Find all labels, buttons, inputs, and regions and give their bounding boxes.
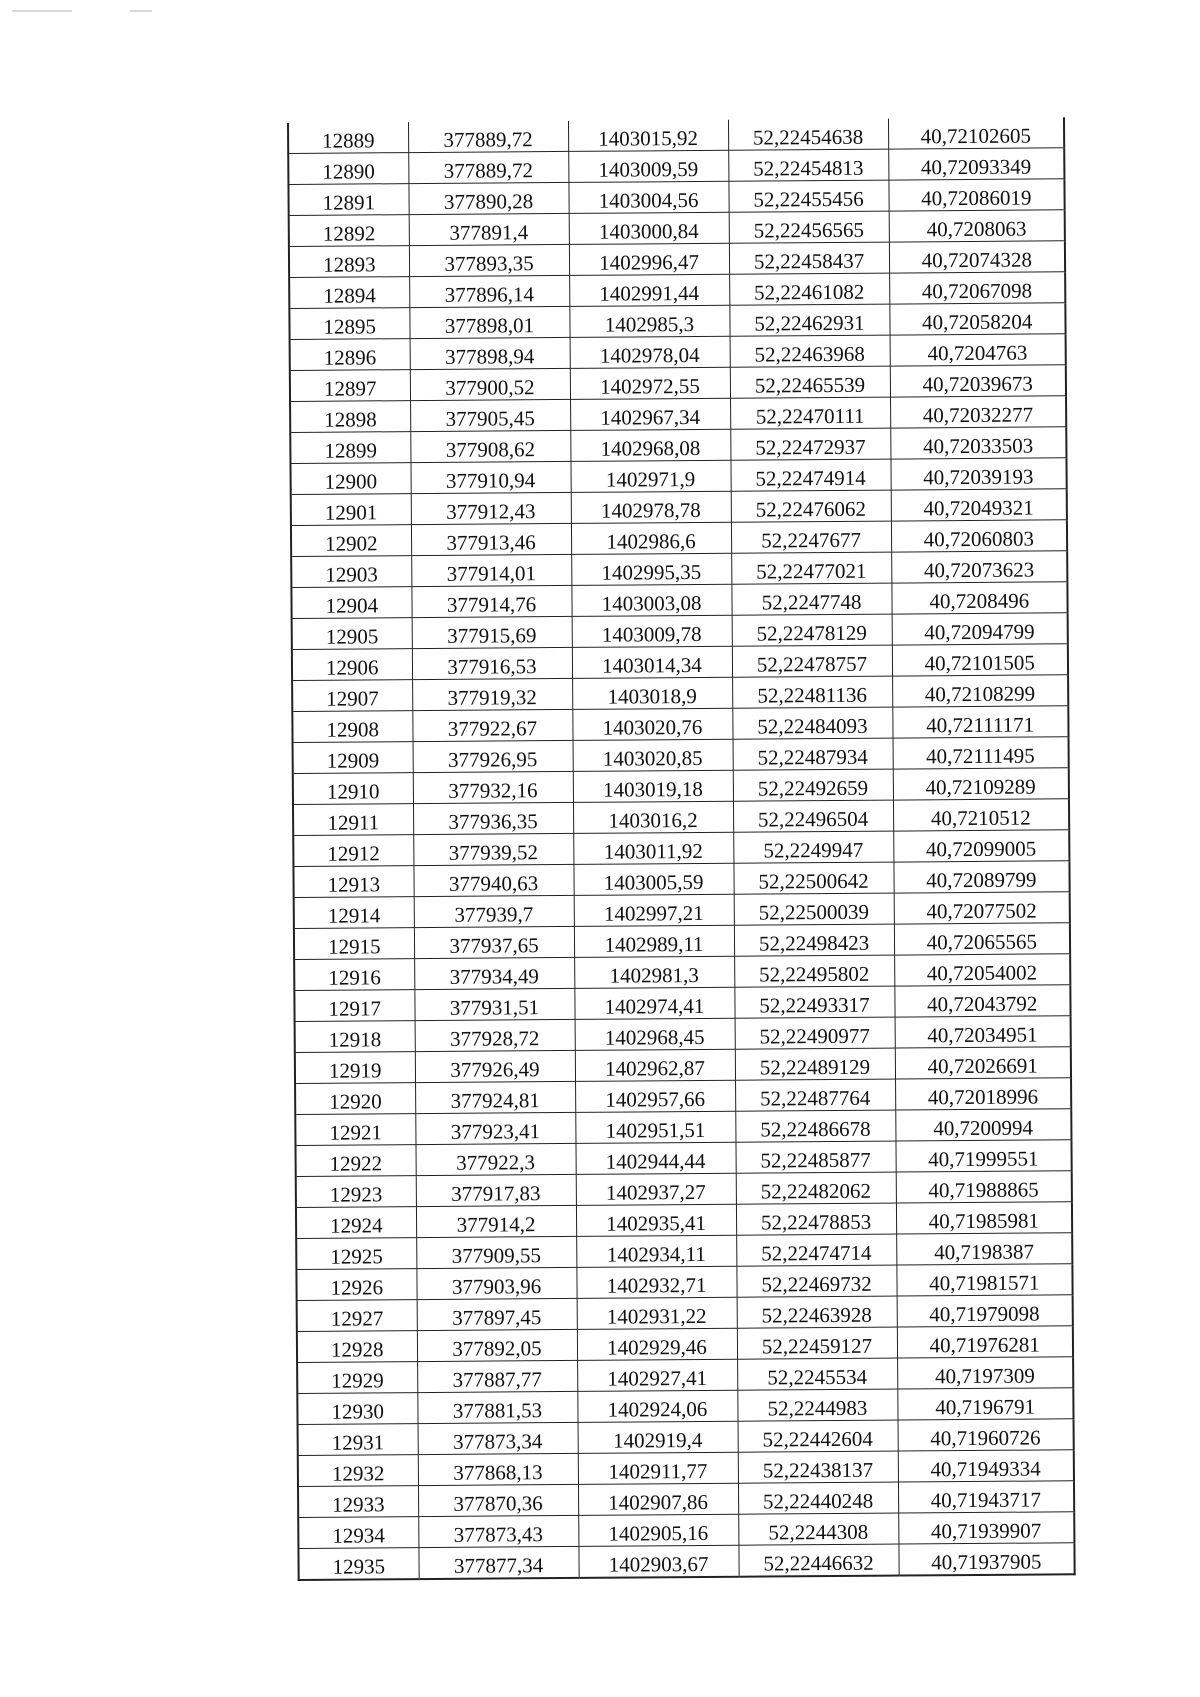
latitude-cell: 52,22486678: [735, 1110, 895, 1142]
y-coordinate-cell: 1402962,87: [575, 1049, 735, 1081]
table-row: [297, 1357, 1073, 1394]
longitude-cell: 40,72102605: [888, 117, 1064, 149]
latitude-cell: 52,22470111: [730, 397, 890, 429]
latitude-cell: 52,22455456: [728, 180, 888, 212]
table-row: [295, 1109, 1071, 1146]
x-coordinate-cell: 377892,05: [417, 1329, 577, 1361]
x-coordinate-cell: 377936,35: [413, 802, 573, 834]
point-number-cell: 12889: [288, 122, 408, 153]
point-number-cell: 12926: [296, 1269, 416, 1301]
latitude-cell: 52,22487934: [733, 738, 893, 770]
table-row: [289, 210, 1065, 247]
y-coordinate-cell: 1402951,51: [575, 1111, 735, 1143]
y-coordinate-cell: 1402905,16: [578, 1514, 738, 1546]
table-row: [289, 303, 1065, 340]
y-coordinate-cell: 1402934,11: [576, 1235, 736, 1267]
table-row: [293, 861, 1069, 898]
scan-artifact: [130, 10, 152, 12]
point-number-cell: 12909: [293, 742, 413, 774]
latitude-cell: 52,2244308: [738, 1513, 898, 1545]
y-coordinate-cell: 1402903,67: [578, 1545, 738, 1578]
longitude-cell: 40,72058204: [889, 303, 1065, 335]
latitude-cell: 52,22469732: [736, 1265, 896, 1297]
longitude-cell: 40,72065565: [894, 923, 1070, 955]
longitude-cell: 40,72032277: [890, 396, 1066, 428]
latitude-cell: 52,22454638: [728, 119, 888, 151]
x-coordinate-cell: 377926,95: [413, 740, 573, 772]
point-number-cell: 12927: [297, 1300, 417, 1332]
x-coordinate-cell: 377898,94: [410, 337, 570, 369]
coordinates-table-body: [288, 117, 1075, 1580]
point-number-cell: 12917: [294, 990, 414, 1022]
point-number-cell: 12913: [293, 866, 413, 898]
y-coordinate-cell: 1403016,2: [573, 801, 733, 833]
longitude-cell: 40,71999551: [895, 1140, 1071, 1172]
table-row: [288, 117, 1064, 153]
point-number-cell: 12893: [289, 246, 409, 278]
x-coordinate-cell: 377934,49: [414, 957, 574, 989]
longitude-cell: 40,72093349: [888, 148, 1064, 180]
point-number-cell: 12910: [293, 773, 413, 805]
longitude-cell: 40,71960726: [898, 1419, 1074, 1451]
table-row: [290, 458, 1066, 495]
y-coordinate-cell: 1402927,41: [577, 1359, 737, 1391]
longitude-cell: 40,72039673: [890, 365, 1066, 397]
point-number-cell: 12923: [296, 1176, 416, 1208]
point-number-cell: 12907: [292, 680, 412, 712]
y-coordinate-cell: 1402978,78: [571, 491, 731, 523]
longitude-cell: 40,72111171: [892, 706, 1068, 738]
latitude-cell: 52,22462931: [729, 304, 889, 336]
x-coordinate-cell: 377905,45: [410, 399, 570, 431]
longitude-cell: 40,72094799: [892, 613, 1068, 645]
longitude-cell: 40,71937905: [898, 1543, 1074, 1576]
point-number-cell: 12915: [294, 928, 414, 960]
x-coordinate-cell: 377917,83: [416, 1174, 576, 1206]
longitude-cell: 40,72034951: [895, 1016, 1071, 1048]
table-row: [291, 520, 1067, 557]
y-coordinate-cell: 1402931,22: [577, 1297, 737, 1329]
longitude-cell: 40,71943717: [898, 1481, 1074, 1513]
x-coordinate-cell: 377912,43: [411, 492, 571, 524]
point-number-cell: 12921: [295, 1114, 415, 1146]
point-number-cell: 12890: [288, 153, 408, 185]
x-coordinate-cell: 377898,01: [409, 306, 569, 338]
longitude-cell: 40,72086019: [888, 179, 1064, 211]
y-coordinate-cell: 1403003,08: [571, 584, 731, 616]
longitude-cell: 40,72101505: [892, 644, 1068, 676]
latitude-cell: 52,22500642: [733, 862, 893, 894]
x-coordinate-cell: 377910,94: [410, 461, 570, 493]
x-coordinate-cell: 377889,72: [408, 121, 568, 153]
longitude-cell: 40,7204763: [890, 334, 1066, 366]
longitude-cell: 40,72054002: [894, 954, 1070, 986]
latitude-cell: 52,22496504: [733, 800, 893, 832]
x-coordinate-cell: 377891,4: [409, 213, 569, 245]
longitude-cell: 40,72099005: [893, 830, 1069, 862]
longitude-cell: 40,72060803: [891, 520, 1067, 552]
latitude-cell: 52,22478129: [732, 614, 892, 646]
point-number-cell: 12929: [297, 1362, 417, 1394]
point-number-cell: 12920: [295, 1083, 415, 1115]
table-row: [293, 830, 1069, 867]
x-coordinate-cell: 377914,2: [416, 1205, 576, 1237]
longitude-cell: 40,71976281: [897, 1326, 1073, 1358]
y-coordinate-cell: 1402957,66: [575, 1080, 735, 1112]
latitude-cell: 52,22482062: [736, 1172, 896, 1204]
longitude-cell: 40,71981571: [896, 1264, 1072, 1296]
latitude-cell: 52,22440248: [738, 1482, 898, 1514]
latitude-cell: 52,22484093: [732, 707, 892, 739]
latitude-cell: 52,22489129: [735, 1048, 895, 1080]
table-row: [290, 396, 1066, 433]
table-row: [294, 954, 1070, 991]
longitude-cell: 40,7210512: [893, 799, 1069, 831]
x-coordinate-cell: 377914,01: [411, 554, 571, 586]
y-coordinate-cell: 1402967,34: [570, 398, 730, 430]
longitude-cell: 40,72039193: [890, 458, 1066, 490]
y-coordinate-cell: 1402991,44: [569, 274, 729, 306]
latitude-cell: 52,22476062: [731, 490, 891, 522]
x-coordinate-cell: 377903,96: [416, 1267, 576, 1299]
latitude-cell: 52,22500039: [734, 893, 894, 925]
latitude-cell: 52,22463968: [730, 335, 890, 367]
y-coordinate-cell: 1402944,44: [575, 1142, 735, 1174]
table-row: [295, 1047, 1071, 1084]
longitude-cell: 40,72109289: [893, 768, 1069, 800]
x-coordinate-cell: 377909,55: [416, 1236, 576, 1268]
table-row: [290, 334, 1066, 371]
x-coordinate-cell: 377928,72: [415, 1019, 575, 1051]
latitude-cell: 52,22478757: [732, 645, 892, 677]
y-coordinate-cell: 1402974,41: [574, 987, 734, 1019]
x-coordinate-cell: 377931,51: [414, 988, 574, 1020]
y-coordinate-cell: 1402929,46: [577, 1328, 737, 1360]
point-number-cell: 12918: [295, 1021, 415, 1053]
latitude-cell: 52,22495802: [734, 955, 894, 987]
x-coordinate-cell: 377887,77: [417, 1360, 577, 1392]
latitude-cell: 52,22446632: [738, 1544, 898, 1577]
latitude-cell: 52,22474914: [730, 459, 890, 491]
latitude-cell: 52,2247677: [731, 521, 891, 553]
point-number-cell: 12925: [296, 1238, 416, 1270]
y-coordinate-cell: 1403020,85: [573, 739, 733, 771]
x-coordinate-cell: 377896,14: [409, 275, 569, 307]
y-coordinate-cell: 1403009,59: [568, 150, 728, 182]
latitude-cell: 52,22461082: [729, 273, 889, 305]
x-coordinate-cell: 377870,36: [418, 1484, 578, 1516]
table-row: [295, 1016, 1071, 1053]
table-row: [293, 768, 1069, 805]
latitude-cell: 52,22481136: [732, 676, 892, 708]
point-number-cell: 12916: [294, 959, 414, 991]
x-coordinate-cell: 377924,81: [415, 1081, 575, 1113]
table-row: [295, 1078, 1071, 1115]
x-coordinate-cell: 377914,76: [411, 585, 571, 617]
y-coordinate-cell: 1403018,9: [572, 677, 732, 709]
table-row: [296, 1264, 1072, 1301]
longitude-cell: 40,72018996: [895, 1078, 1071, 1110]
latitude-cell: 52,2244983: [737, 1389, 897, 1421]
x-coordinate-cell: 377908,62: [410, 430, 570, 462]
longitude-cell: 40,72077502: [894, 892, 1070, 924]
latitude-cell: 52,22487764: [735, 1079, 895, 1111]
table-row: [290, 365, 1066, 402]
x-coordinate-cell: 377868,13: [418, 1453, 578, 1485]
y-coordinate-cell: 1402996,47: [569, 243, 729, 275]
y-coordinate-cell: 1403009,78: [572, 615, 732, 647]
y-coordinate-cell: 1402911,77: [578, 1452, 738, 1484]
longitude-cell: 40,72089799: [893, 861, 1069, 893]
table-row: [291, 489, 1067, 526]
x-coordinate-cell: 377897,45: [417, 1298, 577, 1330]
point-number-cell: 12896: [290, 339, 410, 371]
latitude-cell: 52,22454813: [728, 149, 888, 181]
y-coordinate-cell: 1402971,9: [570, 460, 730, 492]
table-row: [296, 1202, 1072, 1239]
point-number-cell: 12894: [289, 277, 409, 309]
point-number-cell: 12924: [296, 1207, 416, 1239]
longitude-cell: 40,72073623: [891, 551, 1067, 583]
latitude-cell: 52,22465539: [730, 366, 890, 398]
table-row: [294, 892, 1070, 929]
table-row: [298, 1512, 1074, 1549]
x-coordinate-cell: 377919,32: [412, 678, 572, 710]
longitude-cell: 40,72026691: [895, 1047, 1071, 1079]
x-coordinate-cell: 377877,34: [418, 1546, 578, 1579]
y-coordinate-cell: 1403004,56: [568, 181, 728, 213]
y-coordinate-cell: 1402997,21: [574, 894, 734, 926]
point-number-cell: 12906: [292, 649, 412, 681]
point-number-cell: 12900: [290, 463, 410, 495]
x-coordinate-cell: 377937,65: [414, 926, 574, 958]
point-number-cell: 12914: [294, 897, 414, 929]
point-number-cell: 12934: [298, 1517, 418, 1549]
point-number-cell: 12912: [293, 835, 413, 867]
table-row: [291, 551, 1067, 588]
x-coordinate-cell: 377893,35: [409, 244, 569, 276]
point-number-cell: 12895: [289, 308, 409, 340]
y-coordinate-cell: 1402968,08: [570, 429, 730, 461]
y-coordinate-cell: 1403000,84: [569, 212, 729, 244]
point-number-cell: 12898: [290, 401, 410, 433]
scan-artifact: [12, 10, 72, 12]
table-row: [292, 644, 1068, 681]
latitude-cell: 52,22472937: [730, 428, 890, 460]
y-coordinate-cell: 1402972,55: [570, 367, 730, 399]
longitude-cell: 40,72033503: [890, 427, 1066, 459]
point-number-cell: 12919: [295, 1052, 415, 1084]
point-number-cell: 12891: [288, 184, 408, 216]
latitude-cell: 52,22490977: [735, 1017, 895, 1049]
longitude-cell: 40,71949334: [898, 1450, 1074, 1482]
table-row: [294, 985, 1070, 1022]
point-number-cell: 12922: [295, 1145, 415, 1177]
x-coordinate-cell: 377873,34: [418, 1422, 578, 1454]
longitude-cell: 40,7208496: [891, 582, 1067, 614]
table-row: [294, 923, 1070, 960]
y-coordinate-cell: 1403020,76: [572, 708, 732, 740]
point-number-cell: 12928: [297, 1331, 417, 1363]
y-coordinate-cell: 1403014,34: [572, 646, 732, 678]
x-coordinate-cell: 377922,67: [412, 709, 572, 741]
y-coordinate-cell: 1402978,04: [570, 336, 730, 368]
y-coordinate-cell: 1402981,3: [574, 956, 734, 988]
table-row: [292, 675, 1068, 712]
longitude-cell: 40,7197309: [897, 1357, 1073, 1389]
longitude-cell: 40,72043792: [894, 985, 1070, 1017]
y-coordinate-cell: 1402919,4: [578, 1421, 738, 1453]
longitude-cell: 40,72111495: [893, 737, 1069, 769]
y-coordinate-cell: 1403011,92: [573, 832, 733, 864]
x-coordinate-cell: 377939,7: [414, 895, 574, 927]
latitude-cell: 52,22463928: [737, 1296, 897, 1328]
longitude-cell: 40,7208063: [889, 210, 1065, 242]
point-number-cell: 12933: [298, 1486, 418, 1518]
y-coordinate-cell: 1402968,45: [575, 1018, 735, 1050]
point-number-cell: 12904: [291, 587, 411, 619]
y-coordinate-cell: 1403005,59: [573, 863, 733, 895]
table-row: [296, 1233, 1072, 1270]
longitude-cell: 40,72049321: [891, 489, 1067, 521]
y-coordinate-cell: 1402907,86: [578, 1483, 738, 1515]
x-coordinate-cell: 377900,52: [410, 368, 570, 400]
x-coordinate-cell: 377890,28: [408, 182, 568, 214]
longitude-cell: 40,72108299: [892, 675, 1068, 707]
table-row: [296, 1171, 1072, 1208]
point-number-cell: 12897: [290, 370, 410, 402]
longitude-cell: 40,71988865: [896, 1171, 1072, 1203]
table-row: [288, 148, 1064, 185]
longitude-cell: 40,72074328: [889, 241, 1065, 273]
latitude-cell: 52,22492659: [733, 769, 893, 801]
point-number-cell: 12935: [298, 1548, 418, 1580]
x-coordinate-cell: 377916,53: [412, 647, 572, 679]
latitude-cell: 52,22478853: [736, 1203, 896, 1235]
x-coordinate-cell: 377940,63: [413, 864, 573, 896]
latitude-cell: 52,22438137: [738, 1451, 898, 1483]
point-number-cell: 12930: [297, 1393, 417, 1425]
table-row: [298, 1419, 1074, 1456]
table-row: [293, 737, 1069, 774]
longitude-cell: 40,7200994: [895, 1109, 1071, 1141]
table-row: [293, 799, 1069, 836]
longitude-cell: 40,71939907: [898, 1512, 1074, 1544]
table-row: [298, 1481, 1074, 1518]
latitude-cell: 52,22477021: [731, 552, 891, 584]
point-number-cell: 12911: [293, 804, 413, 836]
latitude-cell: 52,22493317: [734, 986, 894, 1018]
point-number-cell: 12905: [292, 618, 412, 650]
latitude-cell: 52,22498423: [734, 924, 894, 956]
x-coordinate-cell: 377889,72: [408, 151, 568, 183]
x-coordinate-cell: 377922,3: [415, 1143, 575, 1175]
point-number-cell: 12901: [291, 494, 411, 526]
y-coordinate-cell: 1403019,18: [573, 770, 733, 802]
table-row: [290, 427, 1066, 464]
longitude-cell: 40,7196791: [897, 1388, 1073, 1420]
longitude-cell: 40,71979098: [897, 1295, 1073, 1327]
table-row: [298, 1450, 1074, 1487]
point-number-cell: 12903: [291, 556, 411, 588]
point-number-cell: 12892: [289, 215, 409, 247]
y-coordinate-cell: 1402935,41: [576, 1204, 736, 1236]
x-coordinate-cell: 377932,16: [413, 771, 573, 803]
table-row: [297, 1388, 1073, 1425]
table-row: [295, 1140, 1071, 1177]
y-coordinate-cell: 1402985,3: [569, 305, 729, 337]
table-row: [297, 1295, 1073, 1332]
y-coordinate-cell: 1402932,71: [576, 1266, 736, 1298]
point-number-cell: 12899: [290, 432, 410, 464]
latitude-cell: 52,22474714: [736, 1234, 896, 1266]
point-number-cell: 12932: [298, 1455, 418, 1487]
table-row: [292, 706, 1068, 743]
x-coordinate-cell: 377923,41: [415, 1112, 575, 1144]
latitude-cell: 52,2245534: [737, 1358, 897, 1390]
x-coordinate-cell: 377915,69: [412, 616, 572, 648]
y-coordinate-cell: 1402995,35: [571, 553, 731, 585]
latitude-cell: 52,22458437: [729, 242, 889, 274]
y-coordinate-cell: 1403015,92: [568, 120, 728, 152]
x-coordinate-cell: 377881,53: [417, 1391, 577, 1423]
y-coordinate-cell: 1402937,27: [576, 1173, 736, 1205]
table-row: [292, 613, 1068, 650]
x-coordinate-cell: 377873,43: [418, 1515, 578, 1547]
y-coordinate-cell: 1402924,06: [577, 1390, 737, 1422]
table-row: [288, 179, 1064, 216]
latitude-cell: 52,22459127: [737, 1327, 897, 1359]
longitude-cell: 40,72067098: [889, 272, 1065, 304]
table-row: [289, 272, 1065, 309]
y-coordinate-cell: 1402989,11: [574, 925, 734, 957]
x-coordinate-cell: 377926,49: [415, 1050, 575, 1082]
latitude-cell: 52,22456565: [729, 211, 889, 243]
latitude-cell: 52,22485877: [735, 1141, 895, 1173]
table-row: [291, 582, 1067, 619]
y-coordinate-cell: 1402986,6: [571, 522, 731, 554]
x-coordinate-cell: 377913,46: [411, 523, 571, 555]
point-number-cell: 12908: [292, 711, 412, 743]
longitude-cell: 40,71985981: [896, 1202, 1072, 1234]
table-row: [298, 1543, 1074, 1580]
point-number-cell: 12902: [291, 525, 411, 557]
latitude-cell: 52,2247748: [731, 583, 891, 615]
coordinates-table: [287, 117, 1076, 1581]
x-coordinate-cell: 377939,52: [413, 833, 573, 865]
longitude-cell: 40,7198387: [896, 1233, 1072, 1265]
point-number-cell: 12931: [298, 1424, 418, 1456]
latitude-cell: 52,22442604: [738, 1420, 898, 1452]
table-row: [297, 1326, 1073, 1363]
latitude-cell: 52,2249947: [733, 831, 893, 863]
table-row: [289, 241, 1065, 278]
